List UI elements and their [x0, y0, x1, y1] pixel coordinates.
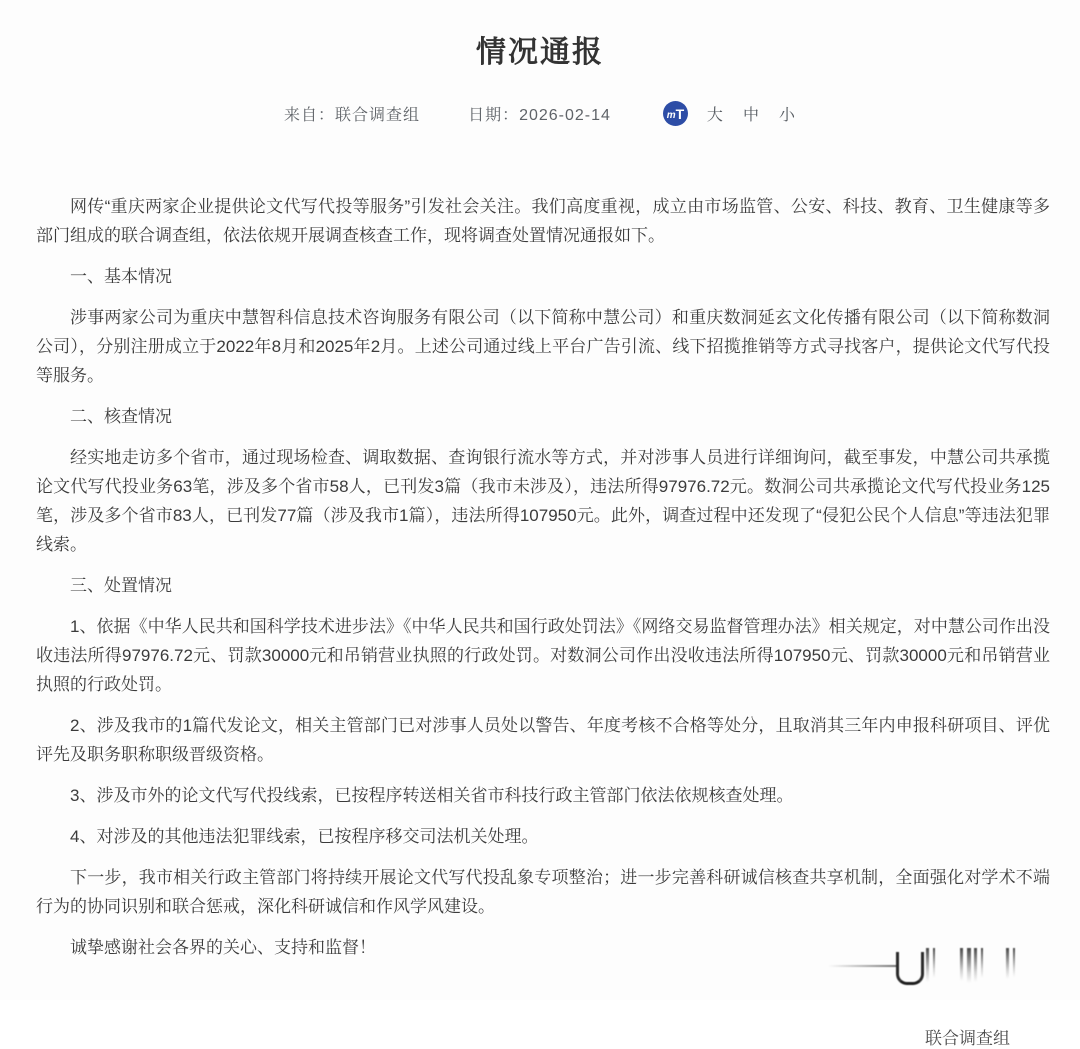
page-title: 情况通报 [476, 36, 604, 69]
disposal-item-1: 1、依据《中华人民共和国科学技术进步法》《中华人民共和国行政处罚法》《网络交易监督管理办法》相关规定，对中慧公司作出没收违法所得97976.72元、罚款30000元和吊销营业执照的行政处罚。对数洞公司作出没收违法所得107950元、罚款30000元和吊销营业执照的行政处罚。 [36, 617, 1050, 694]
signature: 联合调查组 [925, 1029, 1010, 1048]
thanks-paragraph: 诚挚感谢社会各界的关心、支持和监督！ [70, 938, 376, 957]
date-label: 日期： [468, 107, 520, 124]
font-size-controls [663, 101, 796, 126]
date-field [468, 102, 611, 125]
section-heading-verification: 二、核查情况 [70, 407, 172, 426]
source-field [284, 102, 420, 125]
disposal-item-3: 3、涉及市外的论文代写代投线索，已按程序转送相关省市科技行政主管部门依法依规核查处理。 [70, 786, 794, 805]
basic-situation-paragraph: 涉事两家公司为重庆中慧智科信息技术咨询服务有限公司（以下简称中慧公司）和重庆数洞延玄文化传播有限公司（以下简称数洞公司），分别注册成立于2022年8月和2025年2月。上述公司通过线上平台广告引流、线下招揽推销等方式寻找客户，提供论文代写代投等服务。 [36, 308, 1050, 385]
section-heading-disposal: 三、处置情况 [70, 576, 172, 595]
font-size-small-button[interactable]: 小 [778, 107, 796, 124]
next-steps-paragraph: 下一步，我市相关行政主管部门将持续开展论文代写代投乱象专项整治；进一步完善科研诚信核查共享机制，全面强化对学术不端行为的协同识别和联合惩戒，深化科研诚信和作风学风建设。 [36, 868, 1050, 916]
font-size-icon[interactable]: т T [663, 101, 688, 126]
verification-paragraph: 经实地走访多个省市，通过现场检查、调取数据、查询银行流水等方式，并对涉事人员进行详细询问，截至事发，中慧公司共承揽论文代写代投业务63笔，涉及多个省市58人，已刊发3篇（我市未涉及），违法所得97976.72元。数洞公司共承揽论文代写代投业务125笔，涉及多个省市83人，已刊发77篇（涉及我市1篇），违法所得107950元。此外，调查过程中还发现了“侵犯公民个人信息”等违法犯罪线索。 [36, 448, 1050, 554]
date-value: 2026-02-14 [519, 107, 611, 124]
meta-bar [0, 101, 1080, 126]
disposal-item-4: 4、对涉及的其他违法犯罪线索，已按程序移交司法机关处理。 [70, 827, 539, 846]
notice-body [0, 192, 1080, 962]
font-size-medium-button[interactable]: 中 [742, 107, 760, 124]
source-label: 来自： [284, 107, 336, 124]
intro-paragraph: 网传“重庆两家企业提供论文代写代投等服务”引发社会关注。我们高度重视，成立由市场监管、公安、科技、教育、卫生健康等多部门组成的联合调查组，依法依规开展调查核查工作，现将调查处置情况通报如下。 [36, 197, 1050, 245]
section-heading-basic-situation: 一、基本情况 [70, 267, 172, 286]
source-value: 联合调查组 [335, 107, 421, 124]
font-size-large-button[interactable]: 大 [706, 107, 724, 124]
disposal-item-2: 2、涉及我市的1篇代发论文，相关主管部门已对涉事人员处以警告、年度考核不合格等处分，且取消其三年内申报科研项目、评优评先及职务职称职级晋级资格。 [36, 716, 1050, 764]
scan-smudge-artifact [820, 946, 1025, 992]
